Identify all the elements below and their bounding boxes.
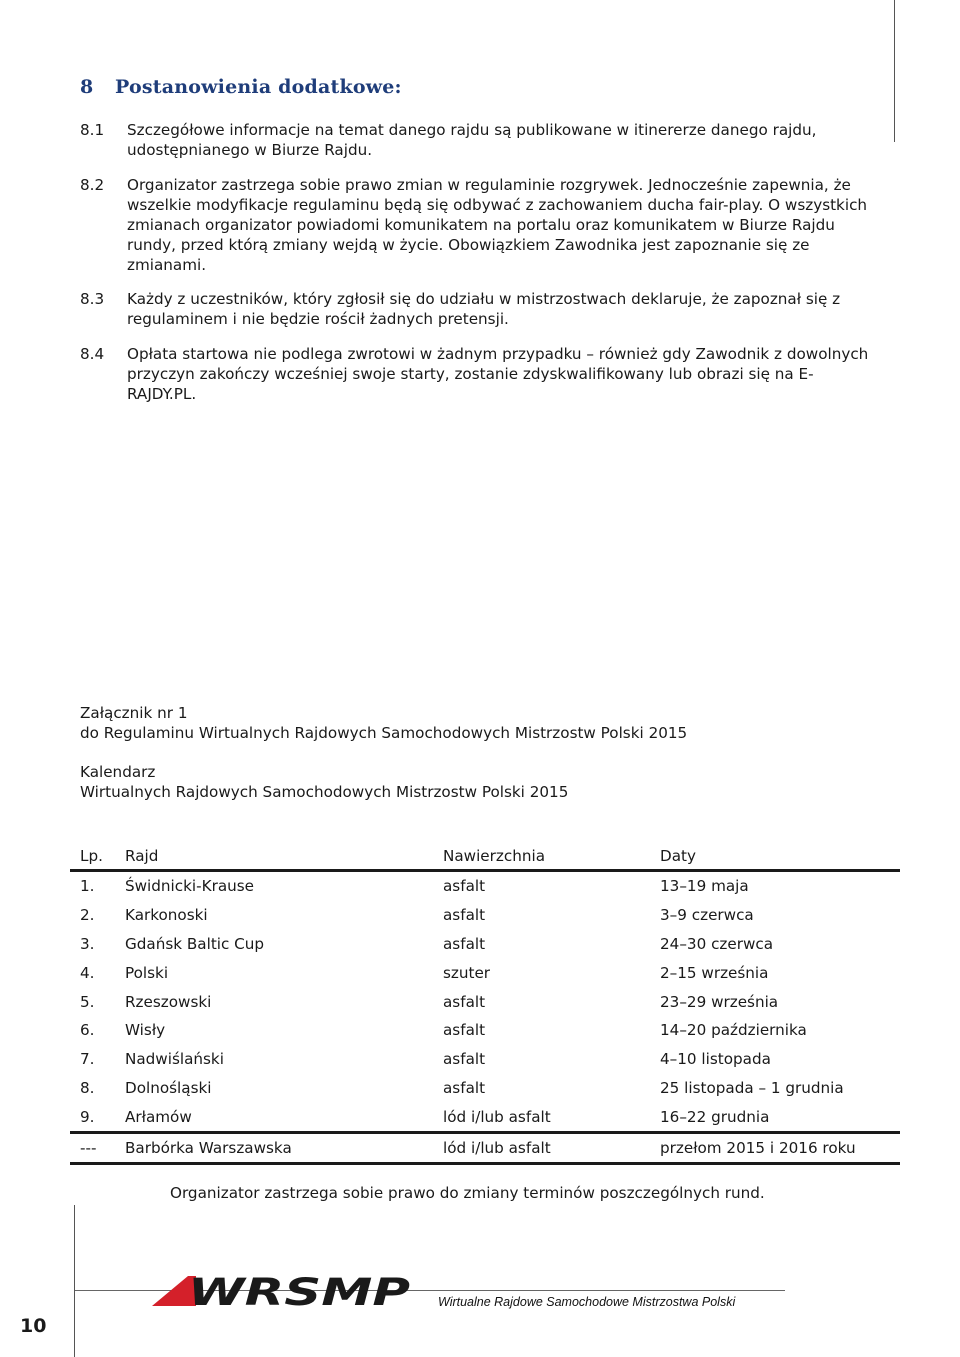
cell-dates: 3–9 czerwca bbox=[660, 906, 754, 925]
annex-title bbox=[80, 704, 687, 743]
wrsmp-logo bbox=[152, 1272, 412, 1310]
cell-rajd: Polski bbox=[125, 963, 169, 982]
cell-dates: 14–20 października bbox=[660, 1021, 807, 1040]
calendar-label: Kalendarz bbox=[80, 763, 156, 781]
table-header-row bbox=[70, 843, 900, 871]
cell-surface: asfalt bbox=[443, 877, 486, 896]
paragraph-8-3 bbox=[80, 289, 880, 329]
table-row bbox=[70, 958, 900, 987]
cell-dates: 13–19 maja bbox=[660, 877, 749, 896]
cell-rajd: Barbórka Warszawska bbox=[125, 1133, 443, 1164]
cell-lp: 1. bbox=[80, 877, 95, 896]
cell-dates: 25 listopada – 1 grudnia bbox=[660, 1078, 844, 1097]
header-rajd: Rajd bbox=[125, 843, 443, 871]
cell-lp: 3. bbox=[80, 934, 95, 953]
cell-lp: 2. bbox=[80, 906, 95, 925]
bottom-left-vertical-rule bbox=[74, 1205, 75, 1357]
table-row bbox=[70, 930, 900, 959]
header-lp: Lp. bbox=[70, 843, 125, 871]
cell-lp: --- bbox=[70, 1133, 125, 1164]
paragraph-text: Opłata startowa nie podlega zwrotowi w żadnym przypadku – również gdy Zawodnik z dowolnych przyczyn zakończy wcześniej swoje starty, zostanie zdyskwalifikowany lub obrazi się na E-RAJDY.PL. bbox=[127, 345, 869, 403]
cell-surface: asfalt bbox=[443, 1050, 486, 1069]
top-right-vertical-rule bbox=[894, 0, 895, 142]
cell-rajd: Karkonoski bbox=[125, 906, 208, 925]
cell-surface: asfalt bbox=[443, 1078, 486, 1097]
cell-surface: asfalt bbox=[443, 906, 486, 925]
cell-dates: przełom 2015 i 2016 roku bbox=[660, 1133, 900, 1164]
cell-lp: 8. bbox=[80, 1078, 95, 1097]
section-heading bbox=[80, 76, 402, 98]
section-number: 8 bbox=[80, 76, 94, 98]
paragraph-number: 8.1 bbox=[80, 121, 105, 139]
paragraph-8-2 bbox=[80, 175, 880, 275]
schedule-change-note: Organizator zastrzega sobie prawo do zmiany terminów poszczególnych rund. bbox=[170, 1184, 765, 1202]
paragraph-number: 8.2 bbox=[80, 176, 105, 194]
cell-lp: 5. bbox=[80, 992, 95, 1011]
calendar-title bbox=[80, 763, 568, 802]
paragraph-text: Każdy z uczestników, który zgłosił się do udziału w mistrzostwach deklaruje, że zapoznał się z regulaminem i nie będzie rościł żadnych pretensji. bbox=[127, 290, 841, 328]
table-row bbox=[70, 1074, 900, 1103]
cell-rajd: Arłamów bbox=[125, 1107, 192, 1126]
table-row-extra bbox=[70, 1133, 900, 1164]
cell-dates: 4–10 listopada bbox=[660, 1050, 771, 1069]
cell-rajd: Nadwiślański bbox=[125, 1050, 224, 1069]
cell-surface: szuter bbox=[443, 963, 491, 982]
table-row bbox=[70, 871, 900, 901]
cell-surface: lód i/lub asfalt bbox=[443, 1133, 660, 1164]
paragraph-number: 8.4 bbox=[80, 345, 105, 363]
table-row bbox=[70, 901, 900, 930]
page-number: 10 bbox=[20, 1315, 47, 1337]
cell-surface: asfalt bbox=[443, 1021, 486, 1040]
logo-text: WRSMP bbox=[188, 1272, 410, 1310]
cell-lp: 6. bbox=[80, 1021, 95, 1040]
cell-rajd: Świdnicki-Krause bbox=[125, 877, 255, 896]
table-row bbox=[70, 987, 900, 1016]
cell-dates: 23–29 września bbox=[660, 992, 779, 1011]
footer-caption: Wirtualne Rajdowe Samochodowe Mistrzostwa Polski bbox=[438, 1295, 736, 1309]
paragraph-8-4 bbox=[80, 344, 880, 404]
paragraph-text: Szczegółowe informacje na temat danego rajdu są publikowane w itinererze danego rajdu, udostępnianego w Biurze Rajdu. bbox=[127, 121, 817, 159]
cell-surface: asfalt bbox=[443, 992, 486, 1011]
cell-dates: 16–22 grudnia bbox=[660, 1107, 770, 1126]
paragraph-text: Organizator zastrzega sobie prawo zmian w regulaminie rozgrywek. Jednocześnie zapewnia, że wszelkie modyfikacje regulaminu będą się odbywać z zachowaniem ducha fair-play. O wszystkich zmianach organizator powiadomi komunikatem na portalu oraz komunikatem w Biurze Rajdu rundy, przed którą zmiany wejdą w życie. Obowiązkiem Zawodnika jest zapoznanie się ze zmianami. bbox=[127, 176, 868, 274]
table-row bbox=[70, 1102, 900, 1132]
table-row bbox=[70, 1016, 900, 1045]
cell-surface: asfalt bbox=[443, 934, 486, 953]
calendar-table bbox=[70, 843, 900, 1165]
annex-regulation: do Regulaminu Wirtualnych Rajdowych Samochodowych Mistrzostw Polski 2015 bbox=[80, 723, 688, 742]
header-daty: Daty bbox=[660, 843, 900, 871]
cell-rajd: Dolnośląski bbox=[125, 1078, 212, 1097]
annex-number: Załącznik nr 1 bbox=[80, 704, 188, 722]
section-title-text: Postanowienia dodatkowe: bbox=[115, 76, 402, 98]
table-row bbox=[70, 1045, 900, 1074]
cell-lp: 7. bbox=[80, 1050, 95, 1069]
header-nawierzchnia: Nawierzchnia bbox=[443, 843, 660, 871]
cell-dates: 24–30 czerwca bbox=[660, 934, 774, 953]
paragraph-8-1 bbox=[80, 120, 880, 160]
calendar-championship: Wirtualnych Rajdowych Samochodowych Mistrzostw Polski 2015 bbox=[80, 782, 569, 801]
cell-rajd: Gdańsk Baltic Cup bbox=[125, 934, 265, 953]
cell-lp: 9. bbox=[80, 1107, 95, 1126]
cell-dates: 2–15 września bbox=[660, 963, 769, 982]
cell-rajd: Wisły bbox=[125, 1021, 166, 1040]
paragraph-number: 8.3 bbox=[80, 290, 105, 308]
cell-surface: lód i/lub asfalt bbox=[443, 1107, 551, 1126]
cell-rajd: Rzeszowski bbox=[125, 992, 212, 1011]
cell-lp: 4. bbox=[80, 963, 95, 982]
